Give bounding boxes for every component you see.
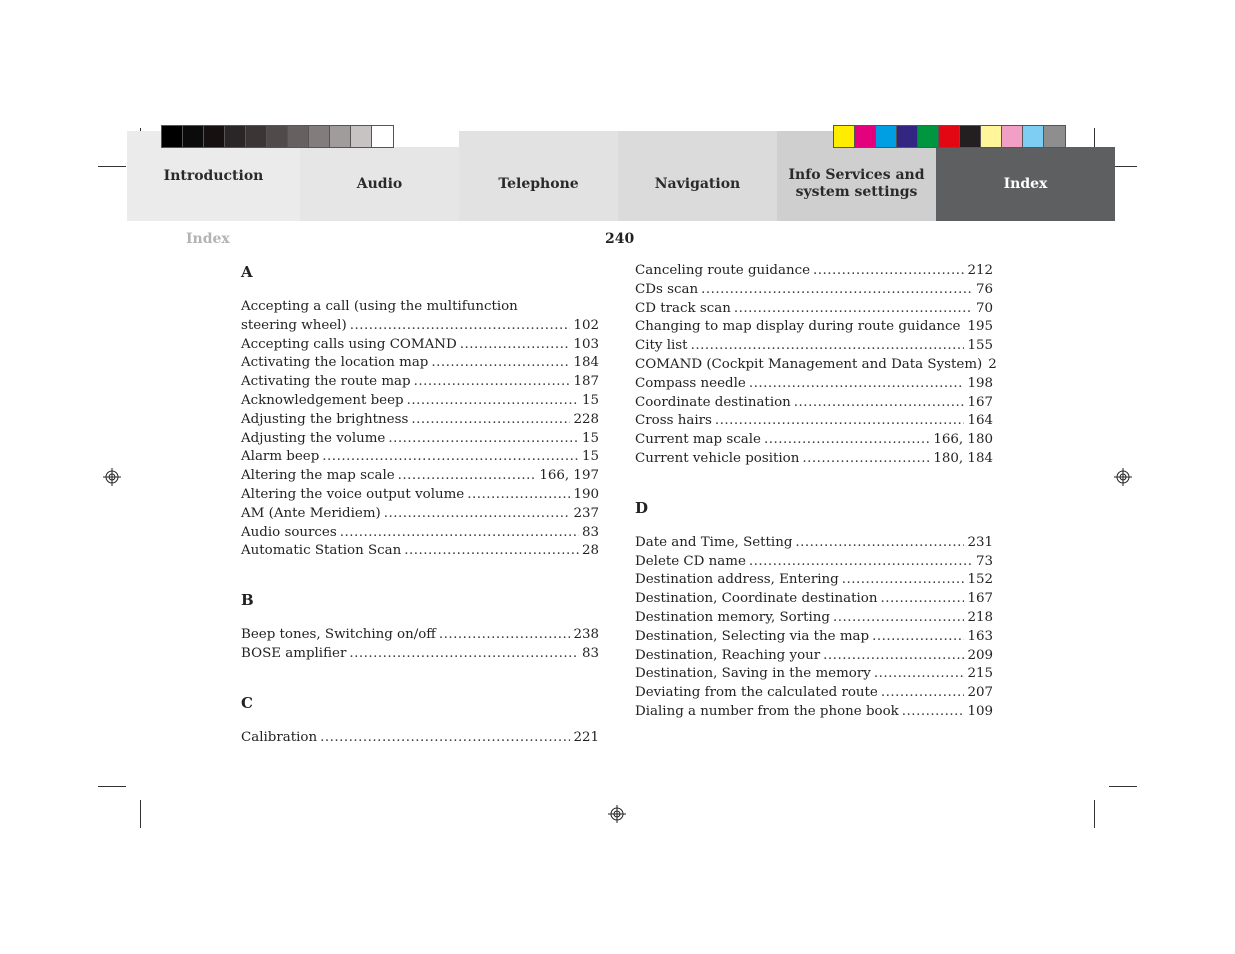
index-entry-text: Altering the voice output volume bbox=[241, 486, 465, 502]
index-entry bbox=[241, 392, 599, 411]
index-entry-text: Accepting a call (using the multifunction bbox=[241, 299, 518, 314]
index-entry-page: 15 bbox=[581, 392, 599, 408]
dot-leader bbox=[691, 337, 965, 356]
tab-index[interactable]: Index bbox=[936, 147, 1115, 221]
index-entry-text: CD track scan bbox=[635, 300, 731, 316]
index-entry bbox=[635, 684, 993, 703]
color-swatch bbox=[981, 126, 1002, 147]
index-letter-c: C bbox=[241, 693, 253, 712]
index-entry-page: 2 bbox=[988, 356, 997, 372]
crop-mark bbox=[1109, 786, 1137, 787]
index-entry-page: 238 bbox=[573, 627, 599, 643]
index-entry-text: Date and Time, Setting bbox=[635, 534, 793, 550]
index-group-d bbox=[635, 534, 993, 722]
running-header-section: Index bbox=[186, 231, 230, 247]
dot-leader bbox=[701, 281, 973, 300]
index-entry-text: Beep tones, Switching on/off bbox=[241, 627, 436, 643]
index-entry bbox=[241, 486, 599, 505]
index-entry-text: Adjusting the brightness bbox=[241, 411, 409, 427]
color-swatch bbox=[246, 126, 267, 147]
index-entry bbox=[635, 553, 993, 572]
index-entry bbox=[635, 375, 993, 394]
index-group-c bbox=[241, 729, 599, 748]
index-entry-page: 212 bbox=[967, 263, 993, 278]
index-entry-text: Coordinate destination bbox=[635, 394, 791, 410]
color-swatch bbox=[225, 126, 246, 147]
dot-leader bbox=[795, 534, 964, 553]
index-entry bbox=[241, 373, 599, 392]
process-color-bar bbox=[833, 125, 1066, 148]
index-entry bbox=[635, 431, 993, 450]
dot-leader bbox=[963, 318, 964, 337]
dot-leader bbox=[467, 486, 570, 505]
dot-leader bbox=[398, 467, 537, 486]
dot-leader bbox=[715, 412, 965, 431]
index-entry-page: 15 bbox=[581, 430, 599, 446]
tab-audio[interactable]: Audio bbox=[300, 147, 459, 221]
index-entry-text: Canceling route guidance bbox=[635, 263, 811, 278]
index-entry-text: Automatic Station Scan bbox=[241, 543, 402, 559]
index-entry-text: Alarm beep bbox=[241, 449, 320, 465]
index-entry-text: Destination, Selecting via the map bbox=[635, 628, 870, 644]
color-swatch bbox=[330, 126, 351, 147]
dot-leader bbox=[823, 647, 964, 666]
index-entry-text: BOSE amplifier bbox=[241, 645, 347, 661]
index-entry-text: Dialing a number from the phone book bbox=[635, 703, 899, 719]
color-swatch bbox=[855, 126, 876, 147]
dot-leader bbox=[881, 684, 965, 703]
index-letter-d: D bbox=[635, 498, 649, 517]
index-entry bbox=[635, 647, 993, 666]
index-entry-page: 215 bbox=[967, 666, 993, 682]
dot-leader bbox=[414, 373, 571, 392]
color-swatch bbox=[204, 126, 225, 147]
dot-leader bbox=[404, 542, 579, 561]
index-entry-text: steering wheel) bbox=[241, 317, 347, 333]
index-entry bbox=[635, 665, 993, 684]
index-entry-page: 73 bbox=[975, 553, 993, 569]
dot-leader bbox=[734, 300, 973, 319]
index-entry-page: 164 bbox=[967, 413, 993, 429]
index-entry-page: 163 bbox=[967, 628, 993, 644]
index-group-a bbox=[241, 317, 599, 561]
index-entry-page: 166, 180 bbox=[933, 432, 993, 448]
index-entry-page: 15 bbox=[581, 449, 599, 465]
index-entry-text: AM (Ante Meridiem) bbox=[241, 505, 381, 521]
index-entry-text: Acknowledgement beep bbox=[241, 392, 404, 408]
index-entry-page: 155 bbox=[967, 338, 993, 354]
index-entry-page: 190 bbox=[573, 486, 599, 502]
color-swatch bbox=[1044, 126, 1065, 147]
index-entry-page: 195 bbox=[967, 319, 993, 335]
index-entry-page: 187 bbox=[573, 374, 599, 390]
index-entry bbox=[241, 524, 599, 543]
grayscale-color-bar bbox=[161, 125, 394, 148]
index-entry-page: 83 bbox=[581, 645, 599, 661]
dot-leader bbox=[749, 375, 965, 394]
index-entry-text: Changing to map display during route guidance bbox=[635, 319, 961, 335]
color-swatch bbox=[162, 126, 183, 147]
index-entry-page: 209 bbox=[967, 647, 993, 663]
index-entry-text: Destination, Reaching your bbox=[635, 647, 821, 663]
index-entry-text: Compass needle bbox=[635, 375, 746, 391]
index-entry-text: Adjusting the volume bbox=[241, 430, 386, 446]
index-entry bbox=[241, 336, 599, 355]
tab-introduction[interactable]: Introduction bbox=[127, 131, 300, 221]
index-entry bbox=[635, 318, 993, 337]
index-entry-text: CDs scan bbox=[635, 281, 699, 297]
index-group-c-continued bbox=[635, 262, 997, 469]
index-entry-text: Deviating from the calculated route bbox=[635, 685, 878, 701]
index-entry-text: Activating the route map bbox=[241, 374, 411, 390]
index-entry bbox=[241, 317, 599, 336]
index-entry-page: 231 bbox=[967, 534, 993, 550]
index-column-left bbox=[241, 262, 599, 748]
dot-leader bbox=[350, 317, 571, 336]
dot-leader bbox=[340, 524, 579, 543]
dot-leader bbox=[764, 431, 930, 450]
dot-leader bbox=[439, 626, 571, 645]
crop-mark bbox=[98, 166, 126, 167]
index-entry-page: 218 bbox=[967, 609, 993, 625]
index-entry bbox=[635, 394, 993, 413]
index-entry-text: Current vehicle position bbox=[635, 450, 800, 466]
crop-mark bbox=[98, 786, 126, 787]
color-swatch bbox=[897, 126, 918, 147]
color-swatch bbox=[372, 126, 393, 147]
index-entry-text: Accepting calls using COMAND bbox=[241, 336, 457, 352]
index-entry bbox=[241, 505, 599, 524]
index-entry-text: Cross hairs bbox=[635, 413, 712, 429]
index-entry-page: 28 bbox=[581, 543, 599, 559]
index-entry bbox=[241, 626, 599, 645]
index-entry bbox=[635, 337, 993, 356]
dot-leader bbox=[813, 262, 964, 281]
index-entry-page: 167 bbox=[967, 394, 993, 410]
index-column-right bbox=[635, 262, 997, 722]
index-entry bbox=[635, 703, 993, 722]
index-entry bbox=[241, 354, 599, 373]
index-entry bbox=[635, 609, 993, 628]
index-entry-page: 103 bbox=[573, 336, 599, 352]
tab-info-services[interactable]: Info Services and system settings bbox=[777, 131, 936, 221]
dot-leader bbox=[872, 628, 964, 647]
index-entry-page: 184 bbox=[573, 355, 599, 371]
color-swatch bbox=[1002, 126, 1023, 147]
index-entry-page: 102 bbox=[573, 317, 599, 333]
index-entry bbox=[635, 356, 997, 375]
index-entry bbox=[241, 645, 599, 664]
index-entry bbox=[635, 628, 993, 647]
crop-mark bbox=[1094, 800, 1095, 828]
index-entry-text: Delete CD name bbox=[635, 553, 746, 569]
index-entry-page: 207 bbox=[967, 685, 993, 701]
dot-leader bbox=[388, 430, 579, 449]
index-entry-page: 70 bbox=[975, 300, 993, 316]
index-letter-a: A bbox=[241, 263, 253, 281]
registration-mark-icon bbox=[1114, 468, 1132, 486]
index-entry-page: 221 bbox=[573, 729, 599, 745]
color-swatch bbox=[939, 126, 960, 147]
index-entry-page: 228 bbox=[573, 411, 599, 427]
page-number: 240 bbox=[605, 231, 635, 247]
color-swatch bbox=[1023, 126, 1044, 147]
index-entry-page: 109 bbox=[967, 703, 993, 719]
color-swatch bbox=[351, 126, 372, 147]
dot-leader bbox=[833, 609, 964, 628]
index-letter-b: B bbox=[241, 591, 254, 610]
index-entry bbox=[241, 542, 599, 561]
index-entry-page: 237 bbox=[573, 505, 599, 521]
color-swatch bbox=[834, 126, 855, 147]
index-entry-text: Altering the map scale bbox=[241, 468, 395, 484]
index-entry-text: City list bbox=[635, 338, 688, 354]
index-entry-text: Current map scale bbox=[635, 432, 761, 448]
dot-leader bbox=[320, 729, 570, 748]
color-swatch bbox=[309, 126, 330, 147]
index-entry-text: Destination memory, Sorting bbox=[635, 609, 830, 625]
index-entry bbox=[241, 729, 599, 748]
index-entry bbox=[241, 411, 599, 430]
dot-leader bbox=[794, 394, 965, 413]
dot-leader bbox=[407, 392, 579, 411]
dot-leader bbox=[842, 571, 965, 590]
dot-leader bbox=[749, 553, 973, 572]
crop-mark bbox=[140, 800, 141, 828]
index-group-b bbox=[241, 626, 599, 664]
index-entry-text: Calibration bbox=[241, 729, 318, 745]
color-swatch bbox=[267, 126, 288, 147]
color-swatch bbox=[183, 126, 204, 147]
index-entry-page: 167 bbox=[967, 591, 993, 607]
index-entry-page: 180, 184 bbox=[933, 450, 993, 466]
dot-leader bbox=[802, 450, 930, 469]
index-entry-text: COMAND (Cockpit Management and Data System) bbox=[635, 356, 983, 372]
dot-leader bbox=[411, 411, 570, 430]
dot-leader bbox=[322, 448, 579, 467]
index-entry-text: Destination, Saving in the memory bbox=[635, 666, 871, 682]
index-entry-page: 198 bbox=[967, 375, 993, 391]
dot-leader bbox=[880, 590, 964, 609]
color-swatch bbox=[960, 126, 981, 147]
index-entry bbox=[635, 571, 993, 590]
dot-leader bbox=[460, 336, 571, 355]
dot-leader bbox=[384, 505, 571, 524]
tab-telephone[interactable]: Telephone bbox=[459, 131, 618, 221]
index-entry bbox=[635, 262, 993, 281]
index-entry bbox=[241, 448, 599, 467]
registration-mark-icon bbox=[103, 468, 121, 486]
index-entry-text: Audio sources bbox=[241, 524, 337, 540]
index-entry bbox=[635, 590, 993, 609]
index-entry-text: Destination address, Entering bbox=[635, 572, 839, 588]
color-swatch bbox=[918, 126, 939, 147]
index-entry bbox=[635, 534, 993, 553]
dot-leader bbox=[431, 354, 570, 373]
index-entry-text: Activating the location map bbox=[241, 355, 429, 371]
index-entry bbox=[635, 450, 993, 469]
index-entry-page: 83 bbox=[581, 524, 599, 540]
index-entry bbox=[635, 412, 993, 431]
index-entry-page: 166, 197 bbox=[539, 468, 599, 484]
color-swatch bbox=[288, 126, 309, 147]
index-entry bbox=[241, 430, 599, 449]
dot-leader bbox=[349, 645, 579, 664]
registration-mark-icon bbox=[608, 805, 626, 823]
index-entry bbox=[241, 467, 599, 486]
color-swatch bbox=[876, 126, 897, 147]
index-entry bbox=[635, 281, 993, 300]
tab-navigation[interactable]: Navigation bbox=[618, 131, 777, 221]
index-entry bbox=[635, 300, 993, 319]
index-entry-text: Destination, Coordinate destination bbox=[635, 591, 878, 607]
dot-leader bbox=[874, 665, 965, 684]
index-entry-page: 76 bbox=[975, 281, 993, 297]
dot-leader bbox=[902, 703, 965, 722]
index-entry-page: 152 bbox=[967, 572, 993, 588]
